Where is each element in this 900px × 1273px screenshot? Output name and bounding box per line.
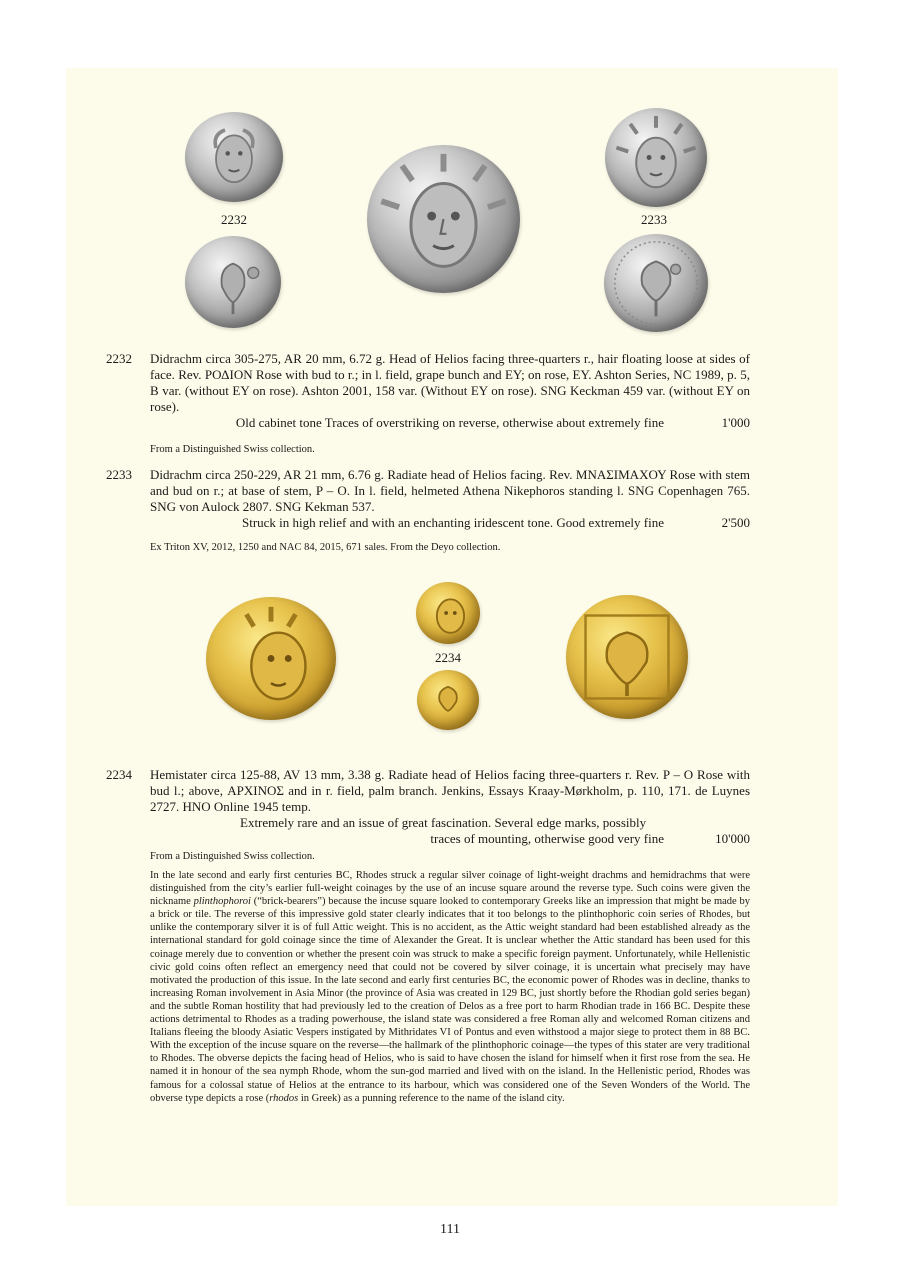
coin-2233-reverse-image: [604, 234, 708, 332]
coin-2234-reverse-image: [417, 670, 479, 730]
rose-icon: [185, 236, 281, 328]
lot-number-2233: 2233: [106, 467, 132, 482]
lot-condition: Old cabinet tone Traces of overstriking on reverse, otherwise about extremely fine: [235, 415, 664, 430]
radiate-helios-head-icon: [206, 597, 336, 720]
coin-enlarged-image: [367, 145, 520, 293]
essay-text: In the late second and early first centuries BC, Rhodes struck a regular silver coinage of light-weight drachms and hemidrachms that were distinguished from the city’s earlier full-weight coinages by the use of an incuse square around the reverse type. Such coins were given the nickname: [150, 870, 750, 908]
page-number: 111: [440, 1222, 460, 1237]
radiate-helios-head-icon: [605, 108, 707, 207]
lot-provenance-2233: Ex Triton XV, 2012, 1250 and NAC 84, 2015, 671 sales. From the Deyo collection.: [150, 542, 501, 553]
helios-head-icon: [185, 112, 283, 202]
rose-icon: [417, 670, 479, 730]
essay-italic-term: rhodos: [269, 1092, 299, 1104]
lot-essay: [150, 869, 750, 1105]
lot-number-2232: 2232: [106, 351, 132, 366]
lot-description-2232: [150, 351, 750, 431]
coin-2232-reverse-image: [185, 236, 281, 328]
lot-description-2233: [150, 467, 750, 531]
coin-label-2232: 2232: [221, 212, 247, 227]
condition-line: [150, 831, 750, 847]
radiate-helios-head-icon: [367, 145, 520, 293]
coin-2234-reverse-enlarged-image: [566, 595, 688, 719]
essay-italic-term: plinthophoroi: [193, 896, 251, 908]
lot-condition-2: traces of mounting, otherwise good very fine: [430, 831, 664, 846]
lot-condition-1: Extremely rare and an issue of great fascination. Several edge marks, possibly: [240, 815, 647, 830]
coin-2232-obverse-image: [185, 112, 283, 202]
radiate-helios-head-icon: [416, 582, 480, 644]
lot-text: Didrachm circa 305-275, AR 20 mm, 6.72 g. Head of Helios facing three-quarters r., hair floating loose at sides of face. Rev. ΡΟΔΙΟΝ Rose with bud to r.; in l. field, grape bunch and EY; on rose, EY. Ashton Series, NC 1989, p. 5, B var. (without EY on rose). Ashton 2001, 158 var. (Without EY on rose). SNG Keckman 459 var. (without EY on rose).: [150, 351, 750, 414]
lot-provenance-2234: From a Distinguished Swiss collection.: [150, 851, 315, 862]
coin-2234-obverse-enlarged-image: [206, 597, 336, 720]
lot-text: Didrachm circa 250-229, AR 21 mm, 6.76 g. Radiate head of Helios facing. Rev. ΜΝΑΣΙΜΑΧΟΥ Rose with stem and bud on r.; at base of stem, P – O. In l. field, helmeted Athena Nikephoros standing l. SNG Copenhagen 765. SNG von Aulock 2807. SNG Kekman 537.: [150, 467, 750, 514]
coin-2233-obverse-image: [605, 108, 707, 207]
lot-price: 2'500: [721, 515, 750, 530]
coin-label-2234: 2234: [435, 650, 461, 665]
essay-text: (“brick-bearers”) because the incuse square looked to contemporary Greeks like an impression that might be made by a brick or tile. The reverse of this impressive gold stater clearly indicates that it too belongs to the plinthophoric coin series of Rhodes, but unlike the contemporary silver it is of full Attic weight. This is no accident, as the Attic weight standard had been established already as the international standard for gold coinage since the time of Alexander the Great. It is unclear whether the Attic standard has been used for this coinage merely due to convention or whether the present coin was struck to make a specific foreign payment. Unfortunately, while Hellenistic civic gold coins often reflect an emergency need that could not be covered by silver coinage, it is uncertain what precisely may have motivated the production of this issue. In the late second and early first centuries BC, the economic power of Rhodes was in decline, thanks to increasing Roman involvement in Asia Minor (the province of Asia was created in 129 BC, just shortly before the Rhodian gold series began) and the subtle Roman hostility that had previously led to the creation of Delos as a free port to harm Rhodian trade in 166 BC. Despite these actions detrimental to Rhodes as a trading powerhouse, the island state was considered a free Roman ally and welcomed Roman citizens and Italians fleeing the bloody Asiatic Vespers instigated by Mithridates VI of Pontus and even withstood a major siege to protect them in 88 BC. With the exception of the incuse square on the reverse—the hallmark of the plinthophoric coinage—the types of this stater are very traditional to Rhodes. The obverse depicts the facing head of Helios, who is said to have chosen the island for himself when it first rose from the sea. He named it in honour of the sea nymph Rhode, whom the sun-god married and lived with on the island. In the Hellenistic period, Rhodes was famous for a colossal statue of Helios at the entrance to its harbour, which was considered one of the Seven Wonders of the World. The obverse type depicts a rose (: [150, 896, 750, 1104]
rose-in-incuse-square-icon: [566, 595, 688, 719]
coin-label-2233: 2233: [641, 212, 667, 227]
coin-2234-obverse-image: [416, 582, 480, 644]
lot-condition: Struck in high relief and with an enchanting iridescent tone. Good extremely fine: [241, 515, 664, 530]
lot-number-2234: 2234: [106, 767, 132, 782]
condition-line: [150, 415, 750, 431]
lot-price: 1'000: [721, 415, 750, 430]
lot-description-2234: [150, 767, 750, 847]
lot-provenance-2232: From a Distinguished Swiss collection.: [150, 444, 315, 455]
condition-line: [150, 515, 750, 531]
essay-text: in Greek) as a punning reference to the name of the island city.: [298, 1092, 565, 1104]
rose-icon: [604, 234, 708, 332]
lot-text: Hemistater circa 125-88, AV 13 mm, 3.38 g. Radiate head of Helios facing three-quarters r. Rev. P – O Rose with bud l.; above, ΑΡΧΙΝΟΣ and in r. field, palm branch. Jenkins, Essays Kraay-Mørkholm, p. 110, 171. de Luynes 2727. HNO Online 1945 temp.: [150, 767, 750, 814]
lot-price: 10'000: [715, 831, 750, 846]
